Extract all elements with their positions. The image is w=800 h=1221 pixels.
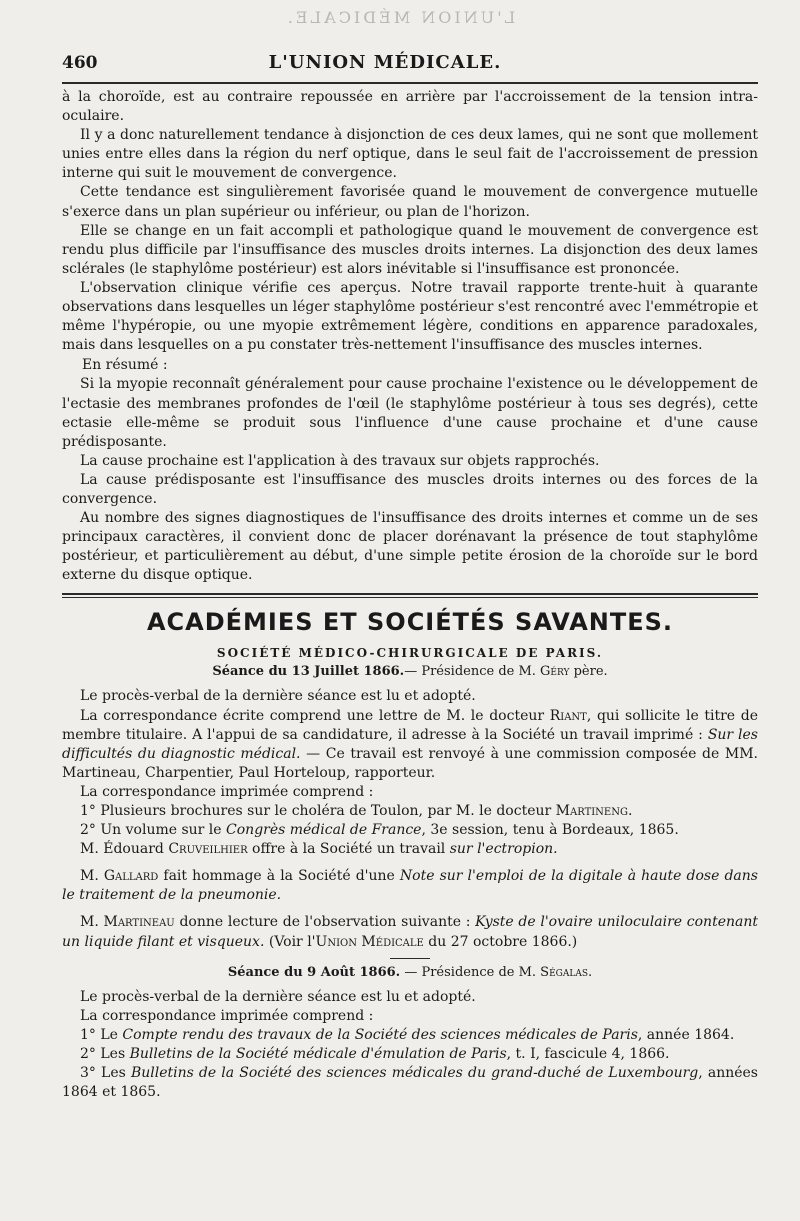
presidence-prefix: — Présidence de M. (400, 964, 541, 980)
text-run: , 3e session, tenu à Bordeaux, 1865. (421, 822, 679, 839)
person-name: Cruveilhier (168, 841, 248, 858)
paragraph (62, 867, 758, 905)
text-run: 2° Les (80, 1045, 130, 1062)
work-title: Kyste de l'ovaire uniloculaire contenant un liquide filant et visqueux. (62, 914, 758, 950)
spacer (62, 859, 758, 867)
seance-date: Séance du 9 Août 1866. (227, 964, 401, 980)
text-run: , années 1864 et 1865. (62, 1065, 758, 1101)
paragraph: Il y a donc naturellement tendance à disjonction de ces deux lames, qui ne sont que mollement unies entre elles dans la région du nerf optique, dans le seul fait de l'accroissement de pression interne qui suit le mouvement de convergence. (62, 127, 758, 182)
text-run: donne lecture de l'observation suivante : (174, 914, 476, 931)
work-title: Sur les difficultés du diagnostic médical. (62, 726, 758, 762)
text-run: M. (80, 868, 104, 885)
work-title: Bulletins de la Société des sciences médicales du grand-duché de Luxembourg (130, 1065, 699, 1082)
work-title: Congrès médical de France (226, 822, 422, 839)
text-run: , qui sollicite le titre de membre titulaire. A l'appui de sa candidature, il adresse à la Société un travail imprimé : (62, 707, 758, 743)
page-number: 460 (62, 53, 98, 73)
work-title: Note sur l'emploi de la digitale à haute dose dans le traitement de la pneumonie. (62, 868, 758, 904)
text-run: (Voir l' (264, 933, 316, 950)
running-header (62, 52, 758, 84)
text-run: offre à la Société un travail (247, 841, 450, 858)
seance-date: Séance du 13 Juillet 1866. (212, 664, 405, 680)
presidence-prefix: — Présidence de M. (404, 664, 541, 680)
president-name: Géry (540, 664, 570, 680)
list-item (62, 802, 758, 821)
text-run: , t. I, fascicule 4, 1866. (506, 1045, 670, 1062)
list-item (62, 1045, 758, 1064)
paragraph: Le procès-verbal de la dernière séance est lu et adopté. (80, 688, 476, 705)
journal-title: L'UNION MÉDICALE. (268, 52, 502, 73)
paragraph: La cause prochaine est l'application à des travaux sur objets rapprochés. (80, 452, 600, 469)
short-rule (390, 958, 430, 959)
list-item (62, 1064, 758, 1102)
work-title: Bulletins de la Société médicale d'émulation de Paris (129, 1045, 507, 1062)
paragraph: Le procès-verbal de la dernière séance est lu et adopté. (80, 988, 476, 1005)
resume-label: En résumé : (82, 357, 168, 374)
text-run: M. Édouard (80, 841, 169, 858)
society-name: SOCIÉTÉ MÉDICO-CHIRURGICALE DE PARIS. (216, 646, 604, 661)
section-title: ACADÉMIES ET SOCIÉTÉS SAVANTES. (146, 608, 674, 637)
paragraph (62, 913, 758, 951)
seance-heading (62, 965, 758, 980)
paragraph: La correspondance imprimée comprend : (80, 1007, 374, 1024)
person-name: Riant (549, 707, 587, 724)
paragraph: Elle se change en un fait accompli et pathologique quand le mouvement de convergence est rendu plus difficile par l'insuffisance des muscles droits internes. La disjonction des deux lames sclérales (le staphylôme postérieur) est alors inévitable si l'insuffisance est prononcée. (62, 222, 758, 277)
paragraph: La cause prédisposante est l'insuffisance des muscles droits internes ou des forces de la convergence. (62, 471, 758, 507)
section-divider (62, 593, 758, 598)
text-run: 2° Un volume sur le (80, 822, 227, 839)
paragraph: L'observation clinique vérifie ces aperçus. Notre travail rapporte trente-huit à quarante observations dans lesquelles un léger staphylôme postérieur s'est rencontré avec l'emmétropie et même l'hypéropie, ou une myopie extrêmement légère, conditions en apparence paradoxales, mais dans lesquelles on a pu constater très-nettement l'insuffisance des muscles internes. (62, 279, 758, 354)
paragraph (62, 707, 758, 783)
person-name: Martineau (103, 914, 175, 931)
text-run: M. (80, 914, 104, 931)
president-name: Ségalas (540, 964, 588, 980)
paragraph: Au nombre des signes diagnostiques de l'insuffisance des droits internes et comme un de ses principaux caractères, il convient donc de placer dorénavant la présence de tout staphylôme postérieur, et particulièrement au début, d'une simple petite érosion de la choroïde sur le bord externe du disque optique. (62, 510, 758, 584)
bleed-through-header: L'UNION MÉDICALE. (284, 8, 516, 27)
seance-heading (62, 664, 758, 679)
spacer (62, 905, 758, 913)
list-item (62, 840, 758, 859)
paragraph: Si la myopie reconnaît généralement pour cause prochaine l'existence ou le développement de l'ectasie des membranes profondes de l'œil (le staphylôme postérieur à tous ses degrés), cette ectasie elle-même se produit sous l'influence d'une cause prochaine et d'une cause prédisposante. (62, 376, 758, 450)
text-run: fait hommage à la Société d'une (158, 868, 400, 885)
person-name: Gallard (103, 868, 159, 885)
presidence-suffix: . (587, 964, 593, 980)
list-item (62, 1026, 758, 1045)
list-item (62, 821, 758, 840)
presidence-suffix: père. (569, 664, 608, 680)
text-run: . (627, 803, 633, 819)
text-run: 3° Les (80, 1065, 131, 1082)
text-run: du 27 octobre 1866.) (423, 933, 578, 950)
paragraph: Cette tendance est singulièrement favorisée quand le mouvement de convergence mutuelle s'exerce dans un plan supérieur ou inférieur, ou plan de l'horizon. (62, 184, 758, 220)
text-run: 1° Le (80, 1026, 123, 1043)
person-name: Martineng (555, 803, 628, 819)
paragraph: La correspondance imprimée comprend : (80, 783, 374, 800)
text-run: 1° Plusieurs brochures sur le choléra de Toulon, par M. le docteur (80, 803, 556, 819)
text-run: La correspondance écrite comprend une lettre de M. le docteur (80, 707, 550, 724)
text-run: , année 1864. (637, 1026, 735, 1043)
text-run: — Ce travail est renvoyé à une commission composée de MM. Martineau, Charpentier, Paul Horteloup, rapporteur. (62, 745, 758, 781)
work-title: Compte rendu des travaux de la Société des sciences médicales de Paris (122, 1026, 638, 1043)
work-title: sur l'ectropion. (449, 841, 558, 858)
journal-name: Union Médicale (315, 933, 424, 950)
paragraph: à la choroïde, est au contraire repoussée en arrière par l'accroissement de la tension intra-oculaire. (62, 89, 758, 125)
